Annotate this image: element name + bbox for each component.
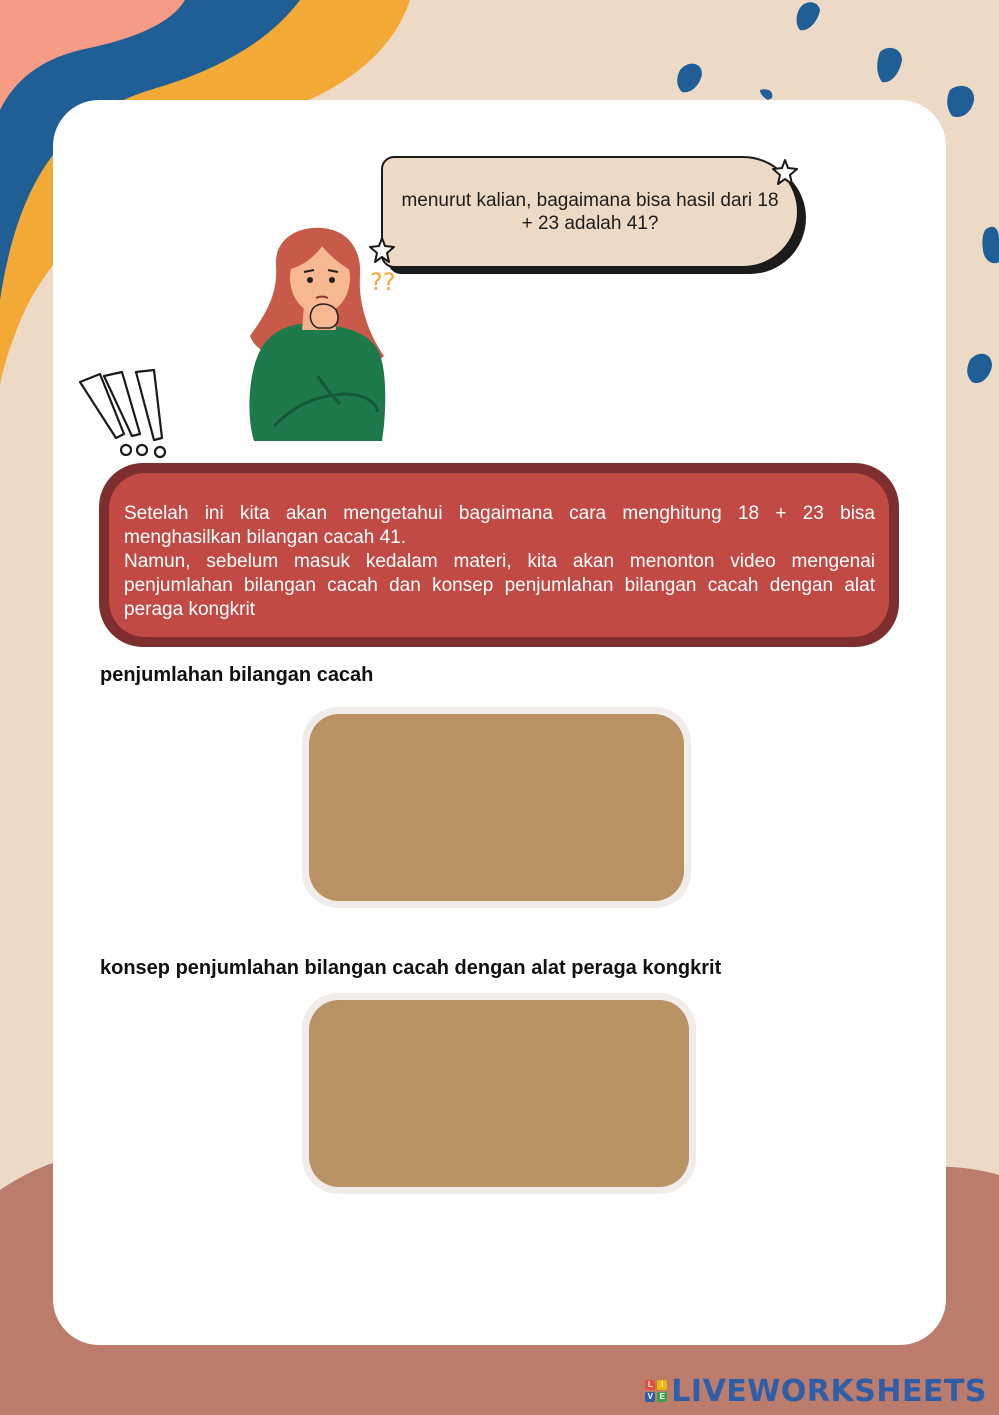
question-mark-icon (368, 266, 404, 300)
info-paragraph: Namun, sebelum masuk kedalam materi, kita akan menonton video mengenai penjumlahan bilangan cacah dan konsep penjumlahan bilangan cacah dengan alat peraga kongkrit (124, 551, 875, 620)
speech-bubble (381, 156, 799, 268)
brand-logo-icon (645, 1380, 667, 1402)
video-placeholder[interactable] (309, 714, 684, 901)
liveworksheets-brand[interactable] (645, 1373, 987, 1409)
brand-logo-letter: I (657, 1380, 667, 1390)
svg-text:??: ?? (370, 268, 396, 296)
video-player-addition[interactable] (302, 707, 691, 908)
info-box (99, 463, 899, 647)
video-placeholder[interactable] (309, 1000, 689, 1187)
info-box-content (109, 473, 889, 637)
info-paragraph: Setelah ini kita akan mengetahui bagaimana cara menghitung 18 + 23 bisa menghasilkan bilangan cacah 41. (124, 503, 875, 548)
exclamation-marks-icon (76, 368, 176, 460)
speech-bubble-text: menurut kalian, bagaimana bisa hasil dari 18 + 23 adalah 41? (401, 190, 779, 234)
brand-logo-letter: V (645, 1392, 655, 1402)
section-heading-concept: konsep penjumlahan bilangan cacah dengan alat peraga kongkrit (100, 957, 722, 979)
brand-logo-letter: E (657, 1392, 667, 1402)
brand-logo-letter: L (645, 1380, 655, 1390)
thinking-girl-illustration (244, 226, 394, 442)
section-heading-addition: penjumlahan bilangan cacah (100, 664, 374, 686)
star-icon (771, 158, 799, 186)
brand-name: LIVEWORKSHEETS (671, 1373, 987, 1409)
video-player-concept[interactable] (302, 993, 696, 1194)
